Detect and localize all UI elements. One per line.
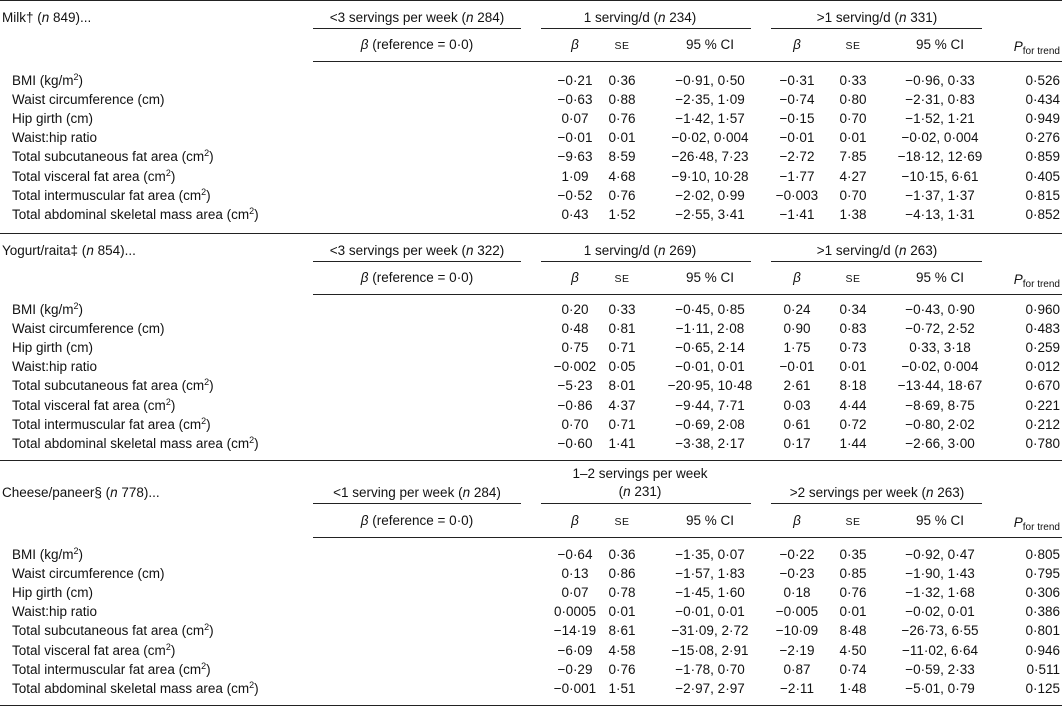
beta-value: −0·01 — [779, 359, 815, 374]
header-bottom-rule — [313, 61, 1062, 62]
p-trend-value: 0·276 — [1025, 130, 1060, 145]
se-value: 0·72 — [839, 417, 867, 432]
beta-value: −0·15 — [779, 111, 815, 126]
se-value: 0·86 — [608, 566, 636, 581]
se-value: 1·44 — [839, 436, 867, 451]
beta-value: 0·70 — [561, 417, 589, 432]
ci-value: −0·92, 0·47 — [905, 547, 975, 562]
ci-value: −2·31, 0·83 — [905, 92, 975, 107]
beta-value: −10·09 — [775, 623, 819, 638]
reference-header-underline — [313, 261, 521, 262]
ci-value: −0·65, 2·14 — [675, 340, 745, 355]
p-trend-value: 0·859 — [1025, 149, 1060, 164]
beta-value: 0·48 — [561, 321, 589, 336]
ci-value: −0·02, 0·01 — [905, 604, 975, 619]
ci-value: −8·69, 8·75 — [905, 398, 975, 413]
se-value: 0·33 — [839, 73, 867, 88]
ci-value: −26·48, 7·23 — [671, 149, 749, 164]
p-trend-value: 0·852 — [1025, 207, 1060, 222]
ci-value: −4·13, 1·31 — [905, 207, 975, 222]
se-header: SE — [614, 273, 630, 285]
reference-category-header: <3 servings per week (n 284) — [329, 10, 505, 25]
p-trend-value: 0·795 — [1025, 566, 1060, 581]
beta-value: −0·74 — [779, 92, 815, 107]
se-value: 0·85 — [839, 566, 867, 581]
reference-beta-label: β (reference = 0·0) — [360, 513, 474, 528]
beta-value: −5·23 — [557, 378, 593, 393]
ci-value: −2·02, 0·99 — [675, 188, 745, 203]
header-bottom-rule — [313, 294, 1062, 295]
ci-value: −2·66, 3·00 — [905, 436, 975, 451]
ci-value: −1·57, 1·83 — [675, 566, 745, 581]
ci-value: −10·15, 6·61 — [901, 169, 979, 184]
ci-value: −1·11, 2·08 — [675, 321, 745, 336]
p-trend-value: 0·511 — [1026, 662, 1060, 677]
se-value: 0·81 — [608, 321, 636, 336]
se-value: 0·05 — [608, 359, 636, 374]
ci-value: −15·08, 2·91 — [671, 643, 749, 658]
beta-value: 0·20 — [561, 302, 589, 317]
p-trend-value: 0·526 — [1025, 73, 1060, 88]
se-value: 0·76 — [839, 585, 867, 600]
row-label: Total abdominal skeletal mass area $(cm^2)$ — [12, 680, 259, 696]
se-value: 8·61 — [608, 623, 636, 638]
beta-value: 0·61 — [783, 417, 811, 432]
p-trend-value: 0·801 — [1025, 623, 1060, 638]
beta-value: −0·001 — [553, 681, 597, 696]
p-trend-value: 0·012 — [1025, 359, 1060, 374]
se-value: 8·59 — [608, 149, 636, 164]
se-value: 0·33 — [608, 302, 636, 317]
se-value: 4·37 — [608, 398, 636, 413]
beta-value: −0·86 — [557, 398, 593, 413]
middle-category-header: 1 serving/d (n 234) — [583, 10, 697, 25]
se-value: 0·01 — [839, 604, 867, 619]
high-category-header: >1 serving/d (n 331) — [816, 10, 938, 25]
beta-value: −0·31 — [779, 73, 815, 88]
se-value: 1·52 — [608, 207, 636, 222]
row-label: Waist circumference (cm) — [12, 321, 165, 336]
row-label: Hip girth (cm) — [12, 111, 94, 126]
beta-value: 0·24 — [783, 302, 811, 317]
beta-value: 0·75 — [561, 340, 589, 355]
p-trend-value: 0·212 — [1025, 417, 1060, 432]
ci-value: −0·91, 0·50 — [675, 73, 745, 88]
high-category-header: >1 serving/d (n 263) — [816, 243, 938, 258]
row-label: Total subcutaneous fat area $(cm^2)$ — [12, 148, 214, 164]
high-category-header: >2 servings per week (n 263) — [789, 485, 965, 500]
row-label: Total subcutaneous fat area $(cm^2)$ — [12, 622, 214, 638]
se-value: 0·36 — [608, 73, 636, 88]
beta-value: 1·75 — [783, 340, 811, 355]
row-label: Total abdominal skeletal mass area $(cm^2)$ — [12, 206, 259, 222]
row-label: Waist:hip ratio — [12, 604, 98, 619]
ci-value: −1·52, 1·21 — [905, 111, 975, 126]
beta-header: β — [571, 513, 579, 528]
ci-value: −2·55, 3·41 — [675, 207, 745, 222]
p-trend-value: 0·221 — [1025, 398, 1060, 413]
beta-value: −9·63 — [557, 149, 593, 164]
ci-value: −31·09, 2·72 — [671, 623, 749, 638]
ci-value: −0·01, 0·01 — [675, 359, 745, 374]
row-label: Total subcutaneous fat area $(cm^2)$ — [12, 377, 214, 393]
ci-value: −2·35, 1·09 — [675, 92, 745, 107]
beta-value: −2·19 — [779, 643, 815, 658]
beta-value: −1·77 — [779, 169, 815, 184]
ci-value: −1·35, 0·07 — [675, 547, 745, 562]
se-value: 8·01 — [608, 378, 636, 393]
row-label: Total visceral fat area $(cm^2)$ — [12, 642, 176, 658]
se-value: 0·76 — [608, 111, 636, 126]
se-header: SE — [845, 40, 861, 52]
se-value: 4·27 — [839, 169, 867, 184]
se-value: 0·74 — [839, 662, 867, 677]
ci-value: −0·01, 0·01 — [675, 604, 745, 619]
reference-category-header: <3 servings per week (n 322) — [329, 243, 505, 258]
ci-value: −13·44, 18·67 — [897, 378, 983, 393]
ci-value: −1·78, 0·70 — [675, 662, 745, 677]
p-trend-value: 0·386 — [1025, 604, 1060, 619]
p-trend-value: 0·405 — [1025, 169, 1060, 184]
se-value: 0·01 — [839, 359, 867, 374]
ci-value: −3·38, 2·17 — [675, 436, 745, 451]
p-trend-value: 0·259 — [1025, 340, 1060, 355]
reference-header-underline — [313, 28, 521, 29]
middle-header-underline — [541, 503, 751, 504]
ci-value: −26·73, 6·55 — [901, 623, 979, 638]
beta-value: −0·01 — [779, 130, 815, 145]
group-food-label: Cheese/paneer§ (n 778)... — [2, 485, 160, 500]
ci-header: 95 % CI — [915, 513, 965, 528]
p-trend-value: 0·306 — [1025, 585, 1060, 600]
high-header-underline — [771, 503, 982, 504]
ci-value: −1·37, 1·37 — [905, 188, 975, 203]
ci-value: −0·80, 2·02 — [905, 417, 975, 432]
row-label: Waist:hip ratio — [12, 359, 98, 374]
se-value: 7·85 — [839, 149, 867, 164]
ci-value: −20·95, 10·48 — [667, 378, 753, 393]
beta-value: −2·72 — [779, 149, 815, 164]
ci-value: −0·59, 2·33 — [905, 662, 975, 677]
reference-header-underline — [313, 503, 521, 504]
beta-value: −0·005 — [775, 604, 819, 619]
ci-value: −2·97, 2·97 — [675, 681, 745, 696]
row-label: Total visceral fat area $(cm^2)$ — [12, 168, 176, 184]
se-value: 0·88 — [608, 92, 636, 107]
middle-category-header: 1–2 servings per week — [572, 466, 708, 481]
beta-value: −0·22 — [779, 547, 815, 562]
se-value: 0·01 — [608, 604, 636, 619]
group-food-label: Yogurt/raita‡ (n 854)... — [2, 243, 136, 258]
row-label: BMI $(kg/m^2)$ — [12, 301, 84, 317]
ci-header: 95 % CI — [685, 270, 735, 285]
se-value: 0·71 — [608, 340, 636, 355]
ci-value: −0·02, 0·004 — [671, 130, 749, 145]
se-header: SE — [614, 40, 630, 52]
ci-value: −0·43, 0·90 — [905, 302, 975, 317]
se-header: SE — [845, 516, 861, 528]
p-trend-header: $P_{for trend}$ — [1013, 515, 1060, 533]
beta-value: −0·52 — [557, 188, 593, 203]
header-bottom-rule — [313, 537, 1062, 538]
beta-header: β — [793, 37, 801, 52]
beta-value: −0·29 — [557, 662, 593, 677]
ci-value: −18·12, 12·69 — [897, 149, 983, 164]
row-label: Hip girth (cm) — [12, 340, 94, 355]
se-value: 8·18 — [839, 378, 867, 393]
beta-value: 2·61 — [783, 378, 811, 393]
beta-value: 0·07 — [561, 585, 589, 600]
beta-value: 0·07 — [561, 111, 589, 126]
se-value: 4·44 — [839, 398, 867, 413]
se-value: 0·83 — [839, 321, 867, 336]
row-label: Total intermuscular fat area $(cm^2)$ — [12, 661, 211, 677]
beta-value: 0·17 — [783, 436, 811, 451]
p-trend-value: 0·670 — [1025, 378, 1060, 393]
beta-value: −0·01 — [557, 130, 593, 145]
ci-value: −0·72, 2·52 — [905, 321, 975, 336]
beta-value: −1·41 — [779, 207, 815, 222]
se-value: 4·68 — [608, 169, 636, 184]
se-value: 8·48 — [839, 623, 867, 638]
ci-header: 95 % CI — [685, 37, 735, 52]
ci-value: −11·02, 6·64 — [902, 643, 978, 658]
ci-value: −1·45, 1·60 — [675, 585, 745, 600]
ci-value: −0·69, 2·08 — [675, 417, 745, 432]
row-label: Waist circumference (cm) — [12, 92, 165, 107]
ci-value: −1·90, 1·43 — [905, 566, 975, 581]
reference-category-header: <1 serving per week (n 284) — [333, 485, 501, 500]
middle-category-n: (n 231) — [618, 484, 662, 499]
group-separator-rule — [0, 460, 1062, 461]
se-value: 0·78 — [608, 585, 636, 600]
row-label: Total abdominal skeletal mass area $(cm^2)$ — [12, 435, 259, 451]
p-trend-value: 0·960 — [1025, 302, 1060, 317]
p-trend-value: 0·805 — [1025, 547, 1060, 562]
high-header-underline — [771, 28, 982, 29]
table-top-rule — [0, 0, 1062, 1]
row-label: Total intermuscular fat area $(cm^2)$ — [12, 187, 211, 203]
p-trend-value: 0·815 — [1025, 188, 1060, 203]
ci-value: −0·45, 0·85 — [675, 302, 745, 317]
beta-value: −0·23 — [779, 566, 815, 581]
p-trend-value: 0·483 — [1025, 321, 1060, 336]
se-value: 0·01 — [839, 130, 867, 145]
ci-value: −1·32, 1·68 — [905, 585, 975, 600]
beta-value: 0·87 — [783, 662, 811, 677]
beta-value: −0·64 — [557, 547, 593, 562]
se-value: 4·50 — [839, 643, 867, 658]
row-label: BMI $(kg/m^2)$ — [12, 72, 84, 88]
row-label: BMI $(kg/m^2)$ — [12, 546, 84, 562]
se-value: 0·71 — [608, 417, 636, 432]
se-value: 4·58 — [608, 643, 636, 658]
se-header: SE — [845, 273, 861, 285]
ci-header: 95 % CI — [685, 513, 735, 528]
ci-value: −0·02, 0·004 — [901, 359, 979, 374]
p-trend-value: 0·949 — [1025, 111, 1060, 126]
ci-value: −0·02, 0·004 — [901, 130, 979, 145]
beta-header: β — [571, 270, 579, 285]
reference-beta-label: β (reference = 0·0) — [360, 270, 474, 285]
beta-value: −2·11 — [780, 681, 814, 696]
group-food-label: Milk† (n 849)... — [2, 10, 92, 25]
ci-value: −5·01, 0·79 — [905, 681, 975, 696]
beta-value: 0·0005 — [553, 604, 597, 619]
beta-value: −6·09 — [557, 643, 593, 658]
ci-value: −9·10, 10·28 — [671, 169, 749, 184]
se-value: 0·76 — [608, 188, 636, 203]
se-value: 0·80 — [839, 92, 867, 107]
row-label: Waist:hip ratio — [12, 130, 98, 145]
beta-value: 0·90 — [783, 321, 811, 336]
reference-beta-label: β (reference = 0·0) — [360, 37, 474, 52]
beta-value: −0·21 — [557, 73, 593, 88]
row-label: Waist circumference (cm) — [12, 566, 165, 581]
table-bottom-rule — [0, 705, 1062, 706]
beta-header: β — [793, 270, 801, 285]
row-label: Total intermuscular fat area $(cm^2)$ — [12, 416, 211, 432]
se-value: 0·35 — [839, 547, 867, 562]
p-trend-value: 0·946 — [1025, 643, 1060, 658]
se-header: SE — [614, 516, 630, 528]
se-value: 0·36 — [608, 547, 636, 562]
se-value: 1·48 — [839, 681, 867, 696]
se-value: 1·41 — [608, 436, 636, 451]
p-trend-value: 0·125 — [1025, 681, 1060, 696]
ci-value: −0·96, 0·33 — [905, 73, 975, 88]
beta-value: 0·03 — [783, 398, 811, 413]
beta-value: −0·002 — [553, 359, 597, 374]
p-trend-value: 0·780 — [1025, 436, 1060, 451]
beta-value: −0·003 — [775, 188, 819, 203]
high-header-underline — [771, 261, 982, 262]
middle-category-header: 1 serving/d (n 269) — [583, 243, 697, 258]
ci-value: −9·44, 7·71 — [675, 398, 745, 413]
beta-value: 0·13 — [561, 566, 589, 581]
middle-header-underline — [541, 28, 751, 29]
se-value: 0·70 — [839, 111, 867, 126]
beta-value: −0·60 — [557, 436, 593, 451]
p-trend-header: $P_{for trend}$ — [1013, 272, 1060, 290]
beta-value: 0·43 — [561, 207, 589, 222]
group-separator-rule — [0, 233, 1062, 234]
ci-header: 95 % CI — [915, 270, 965, 285]
row-label: Total visceral fat area $(cm^2)$ — [12, 397, 176, 413]
se-value: 0·34 — [839, 302, 867, 317]
ci-value: 0·33, 3·18 — [909, 340, 971, 355]
row-label: Hip girth (cm) — [12, 585, 94, 600]
se-value: 0·76 — [608, 662, 636, 677]
se-value: 1·38 — [839, 207, 867, 222]
beta-header: β — [793, 513, 801, 528]
beta-value: −0·63 — [557, 92, 593, 107]
beta-value: 0·18 — [783, 585, 811, 600]
se-value: 1·51 — [608, 681, 636, 696]
se-value: 0·73 — [839, 340, 867, 355]
p-trend-value: 0·434 — [1025, 92, 1060, 107]
beta-value: 1·09 — [561, 169, 589, 184]
middle-header-underline — [541, 261, 751, 262]
p-trend-header: $P_{for trend}$ — [1013, 39, 1060, 57]
se-value: 0·70 — [839, 188, 867, 203]
se-value: 0·01 — [608, 130, 636, 145]
ci-header: 95 % CI — [915, 37, 965, 52]
ci-value: −1·42, 1·57 — [675, 111, 745, 126]
beta-value: −14·19 — [553, 623, 597, 638]
beta-header: β — [571, 37, 579, 52]
